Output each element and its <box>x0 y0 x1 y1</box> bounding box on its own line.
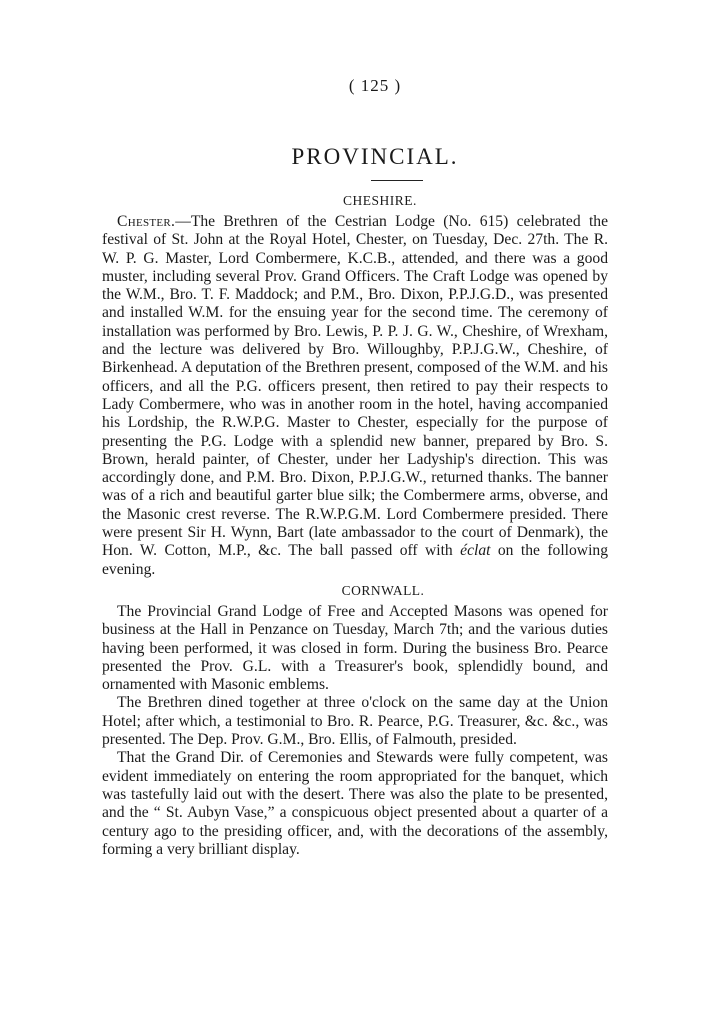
paragraph-lead: Chester. <box>117 213 176 230</box>
book-page <box>102 72 608 859</box>
paragraph-text: —The Brethren of the Cestrian Lodge (No. 615) celebrated the festival of St. John at the Royal Hotel, Chester, on Tuesday, Dec. 27th. The R. W. P. G. Master, Lord Combermere, K.C.B., attended, and there was a good muster, including several Prov. Grand Officers. The Craft Lodge was opened by the W.M., Bro. T. F. Maddock; and P.M., Bro. Dixon, P.P.J.G.D., was presented and installed W.M. for the ensuing year for the second time. The ceremony of installation was performed by Bro. Lewis, P. P. J. G. W., Cheshire, of Wrexham, and the lecture was delivered by Bro. Willoughby, P.P.J.G.W., Cheshire, of Birkenhead. A deputation of the Brethren present, composed of the W.M. and his officers, and all the P.G. officers present, then retired to pay their respects to Lady Combermere, who was in another room in the hotel, having accompanied his Lordship, the R.W.P.G. Master to Chester, especially for the purpose of presenting the P.G. Lodge with a splendid new banner, prepared by Bro. S. Brown, herald painter, of Chester, under her Ladyship's direction. This was accordingly done, and P.M. Bro. Dixon, P.P.J.G.W., returned thanks. The banner was of a rich and beautiful garter blue silk; the Combermere arms, obverse, and the Masonic crest reverse. The R.W.P.G.M. Lord Combermere presided. There were present Sir H. Wynn, Bart (late ambassador to the court of Denmark), the Hon. W. Cotton, M.P., &c. The ball passed off with <box>102 213 608 560</box>
page-number: ( 125 ) <box>348 76 402 95</box>
county-heading-cheshire: CHESHIRE. <box>343 193 417 208</box>
county-heading-cornwall: CORNWALL. <box>341 582 425 598</box>
paragraph-cornwall-1: The Provincial Grand Lodge of Free and Accepted Masons was opened for business at the Hall in Penzance on Tuesday, March 7th; and the various duties having been performed, it was closed in form. During the business Bro. Pearce presented the Prov. G.L. with a Treasurer's book, splendidly bound, and ornamented with Masonic emblems. <box>102 602 608 694</box>
section-title: PROVINCIAL. <box>291 144 459 169</box>
title-rule <box>371 180 423 181</box>
paragraph-cornwall-3: That the Grand Dir. of Ceremonies and Stewards were fully competent, was evident immediately on entering the room appropriated for the banquet, which was tastefully laid out with the desert. There was also the plate to be presented, and the “ St. Aubyn Vase,” a conspicuous object presented about a quarter of a century ago to the presiding officer, and, with the decorations of the assembly, forming a very brilliant display. <box>102 749 608 858</box>
paragraph-italic-word: éclat <box>460 542 491 560</box>
paragraph-cheshire <box>102 213 608 579</box>
paragraph-tail: on the following evening. <box>102 542 608 578</box>
paragraph-cornwall-2: The Brethren dined together at three o'clock on the same day at the Union Hotel; after which, a testimonial to Bro. R. Pearce, P.G. Treasurer, &c. &c., was presented. The Dep. Prov. G.M., Bro. Ellis, of Falmouth, presided. <box>102 694 608 749</box>
